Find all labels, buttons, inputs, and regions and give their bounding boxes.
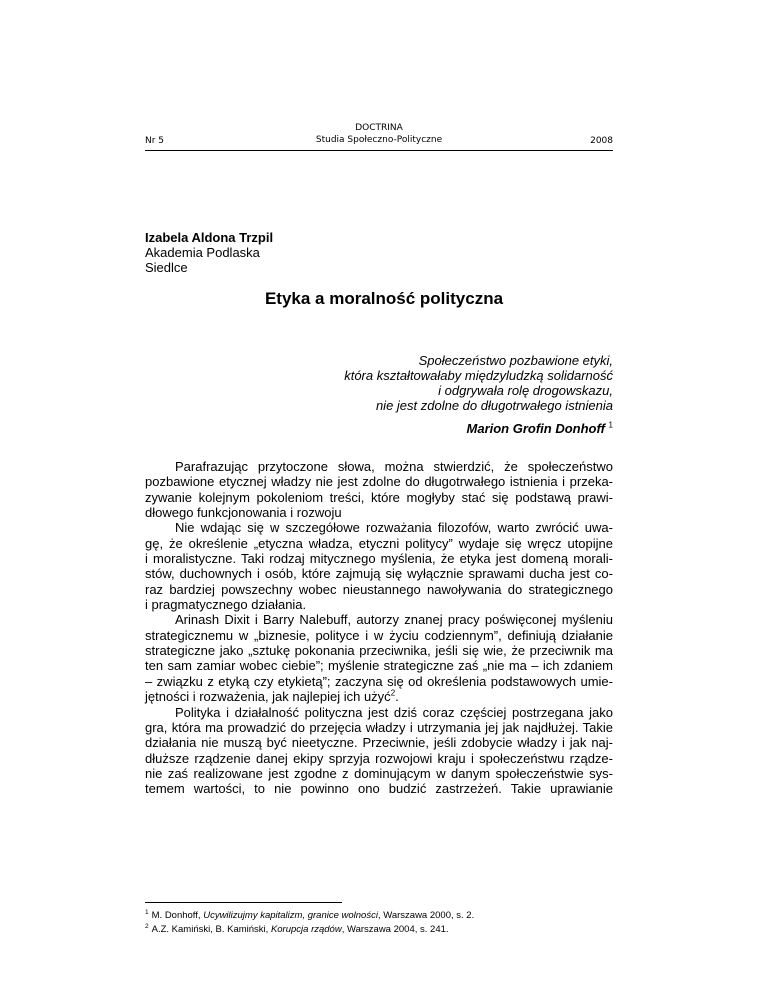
text-line: Parafrazując przytoczone słowa, można stwierdzić, że społeczeństwo xyxy=(175,459,613,474)
footnotes xyxy=(145,907,613,935)
text-line: nie zaś realizowane jest zgodne z dominującym w danym społeczeństwie sys- xyxy=(145,765,613,781)
epigraph-line: Społeczeństwo pozbawione etyki, xyxy=(418,353,613,368)
journal-name: DOCTRINA xyxy=(355,123,403,133)
footnote-text: , Warszawa 2000, s. 2. xyxy=(377,910,475,922)
footnote-ref-2: 2 xyxy=(390,688,396,698)
text-line: ten sam zamiar wobec ciebie”; myślenie strategiczne zaś „nie ma – ich zdaniem xyxy=(145,658,613,674)
paragraph-2 xyxy=(145,520,613,612)
footnote-work-title: Korupcja rządów xyxy=(270,924,342,936)
epigraph xyxy=(344,353,613,413)
article-title: Etyka a moralność polityczna xyxy=(264,289,504,308)
text-line: stów, duchownych i osób, które zajmują się wyłącznie sprawami ducha jest co- xyxy=(145,566,613,582)
footnote-ref-1: 1 xyxy=(608,420,613,430)
text-line: pozbawione etycznej władzy nie jest zdolne do długotrwałego istnienia i przeka- xyxy=(145,474,613,490)
footnote-2 xyxy=(145,921,613,935)
text-line: i pragmatycznego działania. xyxy=(145,597,307,613)
epigraph-line: która kształtowałaby międzyludzką solidarność xyxy=(344,368,613,383)
paragraph-3 xyxy=(145,612,613,704)
text-line: Polityka i działalność polityczna jest dziś coraz częściej postrzegana jako xyxy=(175,704,613,720)
author-affiliation: Akademia Podlaska xyxy=(145,245,260,260)
author-city: Siedlce xyxy=(145,260,188,275)
footnote-1 xyxy=(145,907,613,921)
author-name: Izabela Aldona Trzpil xyxy=(145,230,274,245)
footnote-text: , Warszawa 2004, s. 241. xyxy=(341,924,449,936)
text-line: i moralistyczne. Taki rodzaj mitycznego myślenia, że etyka jest domeną morali- xyxy=(145,551,613,567)
text-line xyxy=(145,689,613,704)
issue-number: Nr 5 xyxy=(145,136,165,146)
text-line: dłuższe rządzenie danej ekipy sprzyja rozwojowi kraju i społeczeństwu rządze- xyxy=(145,750,613,766)
text-line: – związku z etyką czy etykietą”; zaczyna się od określenia podstawowych umie- xyxy=(145,673,613,689)
text-line: temem wartości, to nie powinno ono budzić zastrzeżeń. Takie uprawianie xyxy=(145,781,613,797)
footnote-text: M. Donhoff, xyxy=(151,910,204,922)
text-fragment: jętności i rozważenia, jak najlepiej ich użyć xyxy=(145,689,391,705)
journal-title-block xyxy=(145,122,613,146)
footnote-text: A.Z. Kamiński, B. Kamiński, xyxy=(151,924,271,936)
text-line: strategicznemu w „biznesie, polityce i w życiu codziennym”, definiują działanie xyxy=(145,627,613,643)
text-fragment: . xyxy=(395,689,399,705)
footnote-number: 2 xyxy=(145,923,149,931)
epigraph-attribution xyxy=(467,421,613,436)
text-line: działania nie muszą być nieetyczne. Przeciwnie, jeśli zdobycie władzy i jak naj- xyxy=(145,735,613,751)
paragraph-4 xyxy=(145,705,613,797)
text-line: Nie wdając się w szczegółowe rozważania filozofów, warto zwrócić uwa- xyxy=(175,520,613,536)
publication-year: 2008 xyxy=(590,136,613,146)
text-line: dłowego funkcjonowania i rozwoju xyxy=(145,505,342,521)
author-block xyxy=(145,230,273,275)
footnote-number: 1 xyxy=(145,909,149,916)
epigraph-line: i odgrywała rolę drogowskazu, xyxy=(438,383,613,398)
text-line: Arinash Dixit i Barry Nalebuff, autorzy znanej pracy poświęconej myśleniu xyxy=(175,612,613,628)
epigraph-author: Marion Grofin Donhoff xyxy=(466,421,605,436)
footnote-work-title: Ucywilizujmy kapitalizm, granice wolności xyxy=(203,910,378,922)
text-line: raz bardziej powszechny wobec nieustannego nawoływania do strategicznego xyxy=(145,581,613,597)
text-line: strategiczne jako „sztukę pokonania przeciwnika, jeśli się wie, że przeciwnik ma xyxy=(145,643,613,659)
footnote-separator xyxy=(145,902,342,903)
running-header xyxy=(145,124,613,151)
text-line: zywanie kolejnym pokoleniom treści, które mogłyby stać się podstawą prawi- xyxy=(145,489,613,505)
text-line: gra, która ma prowadzić do przejęcia władzy i utrzymania jej jak najdłużej. Takie xyxy=(145,719,613,735)
journal-subtitle: Studia Społeczno-Polityczne xyxy=(315,135,443,145)
paragraph-1 xyxy=(145,459,613,520)
article-body xyxy=(145,459,613,797)
epigraph-line: nie jest zdolne do długotrwałego istnienia xyxy=(375,398,613,413)
text-line: gę, że określenie „etyczna władza, etyczni politycy” wydaje się wręcz utopijne xyxy=(145,535,613,551)
